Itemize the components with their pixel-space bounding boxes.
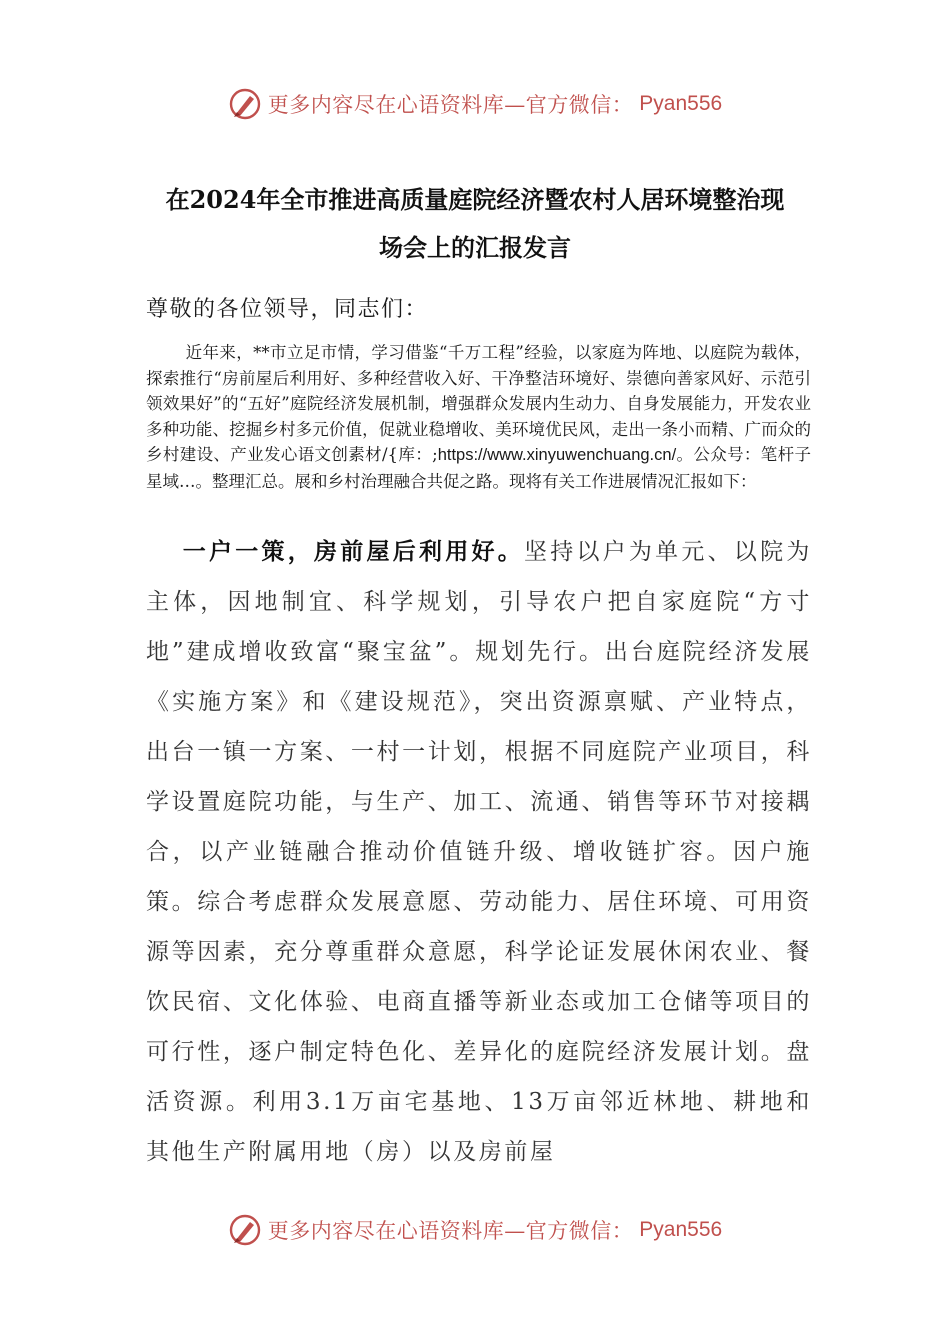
banner-slogan: 更多内容尽在心语资料库—官方微信： xyxy=(267,1219,634,1243)
section-1-body: 坚持以户为单元、以院为主体，因地制宜、科学规划，引导农户把自家庭院“方寸地”建成增收致富“聚宝盆”。规划先行。出台庭院经济发展《实施方案》和《建设规范》，突出资源禀赋、产业特点，出台一镇一方案、一村一计划，根据不同庭院产业项目，科学设置庭院功能，与生产、加工、流通、销售等环节对接耦合，以产业链融合推动价值链升级、增收链扩容。因户施策。综合考虑群众发展意愿、劳动能力、居住环境、可用资源等因素，充分尊重群众意愿，科学论证发展休闲农业、餐饮民宿、文化体验、电商直播等新业态或加工仓储等项目的可行性，逐户制定特色化、差异化的庭院经济发展计划。盘活资源。利用3.1万亩宅基地、13万亩邻近林地、耕地和其他生产附属用地（房）以及房前屋 xyxy=(146,539,812,1165)
pen-logo-icon xyxy=(228,87,262,121)
banner-slogan: 更多内容尽在心语资料库—官方微信： xyxy=(267,93,634,117)
greeting: 尊敬的各位领导，同志们： xyxy=(146,297,429,322)
document-title-line-2: 场会上的汇报发言 xyxy=(379,233,571,262)
section-1-paragraph xyxy=(146,527,812,1177)
intro-text-part-2: 。公众号：笔杆子星域…。整理汇总。展和乡村治理融合共促之路。现将有关工作进展情况汇报如下： xyxy=(146,445,812,491)
header-banner xyxy=(0,84,950,124)
pen-logo-icon xyxy=(228,1213,262,1247)
banner-wechat-id: Pyan556 xyxy=(639,92,723,115)
banner-wechat-id: Pyan556 xyxy=(639,1218,723,1241)
intro-text-part-1: 近年来，**市立足市情，学习借鉴“千万工程”经验，以家庭为阵地、以庭院为载体，探索推行“房前屋后利用好、多种经营收入好、干净整洁环境好、崇德向善家风好、示范引领效果好”的“五好”庭院经济发展机制，增强群众发展内生动力、自身发展能力，开发农业多种功能、挖掘乡村多元价值，促就业稳增收、美环境优民风，走出一条小而精、广而众的乡村建设、产业发心语文创素材/{库：; xyxy=(146,343,811,464)
document-title-line-1: 在2024年全市推进高质量庭院经济暨农村人居环境整治现 xyxy=(165,185,785,214)
footer-banner xyxy=(0,1210,950,1250)
section-1-heading: 一户一策，房前屋后利用好。 xyxy=(182,538,524,565)
intro-paragraph xyxy=(146,340,811,494)
intro-website: https://www.xinyuwenchuang.cn/ xyxy=(437,446,677,464)
